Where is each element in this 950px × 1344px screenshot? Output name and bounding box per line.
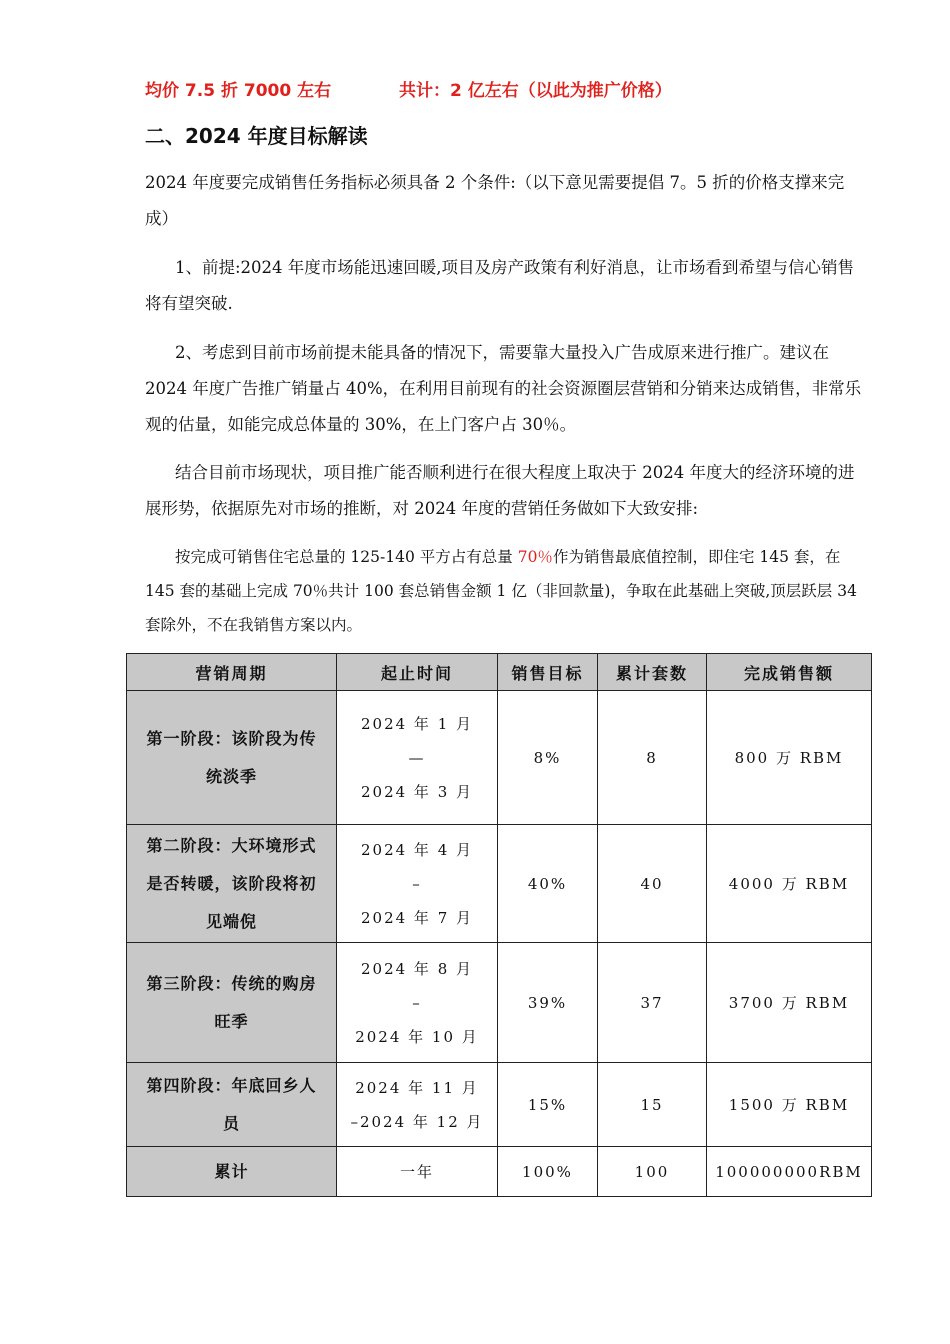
header-time-range: 起止时间 [337,654,498,691]
target-cell: 15% [498,1063,598,1147]
average-price-text: 均价 7.5 折 7000 左右 [145,81,332,101]
table-row [127,943,872,1063]
units-cell: 8 [598,691,707,825]
sales-schedule-table [126,653,872,1197]
amount-cell: 1500 万 RBM [707,1063,872,1147]
stage-cell: 第三阶段：传统的购房 旺季 [127,943,337,1063]
table-header-row [127,654,872,691]
units-cell: 15 [598,1063,707,1147]
target-cell: 8% [498,691,598,825]
paragraph-advertising: 2、考虑到目前市场前提未能具备的情况下，需要靠大量投入广告成原来进行推广。建议在 2024 年度广告推广销量占 40%，在利用目前现有的社会资源圈层营销和分销来达成销售，非常乐观的估量，如能完成总体量的 30%，在上门客户占 30％。 [145,343,862,434]
table-row [127,825,872,943]
time-range-cell: 2024 年 4 月 – 2024 年 7 月 [337,825,498,943]
amount-cell: 3700 万 RBM [707,943,872,1063]
units-cell: 100 [598,1147,707,1197]
paragraph-conditions: 2024 年度要完成销售任务指标必须具备 2 个条件:（以下意见需要提倡 7。5 折的价格支撑来完成） [145,173,845,228]
time-range-cell: 2024 年 1 月 — 2024 年 3 月 [337,691,498,825]
stage-cell: 第二阶段：大环境形式 是否转暖，该阶段将初 见端倪 [127,825,337,943]
total-label-cell: 累计 [127,1147,337,1197]
paragraph-premise: 1、前提:2024 年度市场能迅速回暖,项目及房产政策有利好消息，让市场看到希望与信心销售将有望突破. [145,258,855,313]
paragraph-sales-plan: 按完成可销售住宅总量的 125-140 平方占有总量 70％作为销售最底值控制，即住宅 145 套，在 145 套的基础上完成 70％共计 100 套总销售金额 1 亿（非回款量)，争取在此基础上突破,顶层跃层 34 套除外，不在我销售方案以内。 [145,548,857,634]
target-cell: 39% [498,943,598,1063]
header-sales-target: 销售目标 [498,654,598,691]
stage-cell: 第一阶段：该阶段为传 统淡季 [127,691,337,825]
time-range-cell: 一年 [337,1147,498,1197]
paragraph-market-situation: 结合目前市场现状，项目推广能否顺利进行在很大程度上取决于 2024 年度大的经济环境的进展形势，依据原先对市场的推断，对 2024 年度的营销任务做如下大致安排: [145,463,855,518]
table-row [127,1063,872,1147]
stage-cell: 第四阶段：年底回乡人 员 [127,1063,337,1147]
target-cell: 40% [498,825,598,943]
section-heading: 二、2024 年度目标解读 [145,124,368,148]
time-range-cell: 2024 年 11 月 –2024 年 12 月 [337,1063,498,1147]
amount-cell: 800 万 RBM [707,691,872,825]
table-total-row [127,1147,872,1197]
table-row [127,691,872,825]
target-cell: 100% [498,1147,598,1197]
highlight-percentage: 70％ [517,548,553,566]
amount-cell: 100000000RBM [707,1147,872,1197]
amount-cell: 4000 万 RBM [707,825,872,943]
header-period: 营销周期 [127,654,337,691]
price-summary-line [145,76,845,100]
units-cell: 37 [598,943,707,1063]
time-range-cell: 2024 年 8 月 – 2024 年 10 月 [337,943,498,1063]
header-cumulative-units: 累计套数 [598,654,707,691]
units-cell: 40 [598,825,707,943]
total-price-text: 共计：2 亿左右（以此为推广价格） [399,81,672,101]
header-sales-amount: 完成销售额 [707,654,872,691]
